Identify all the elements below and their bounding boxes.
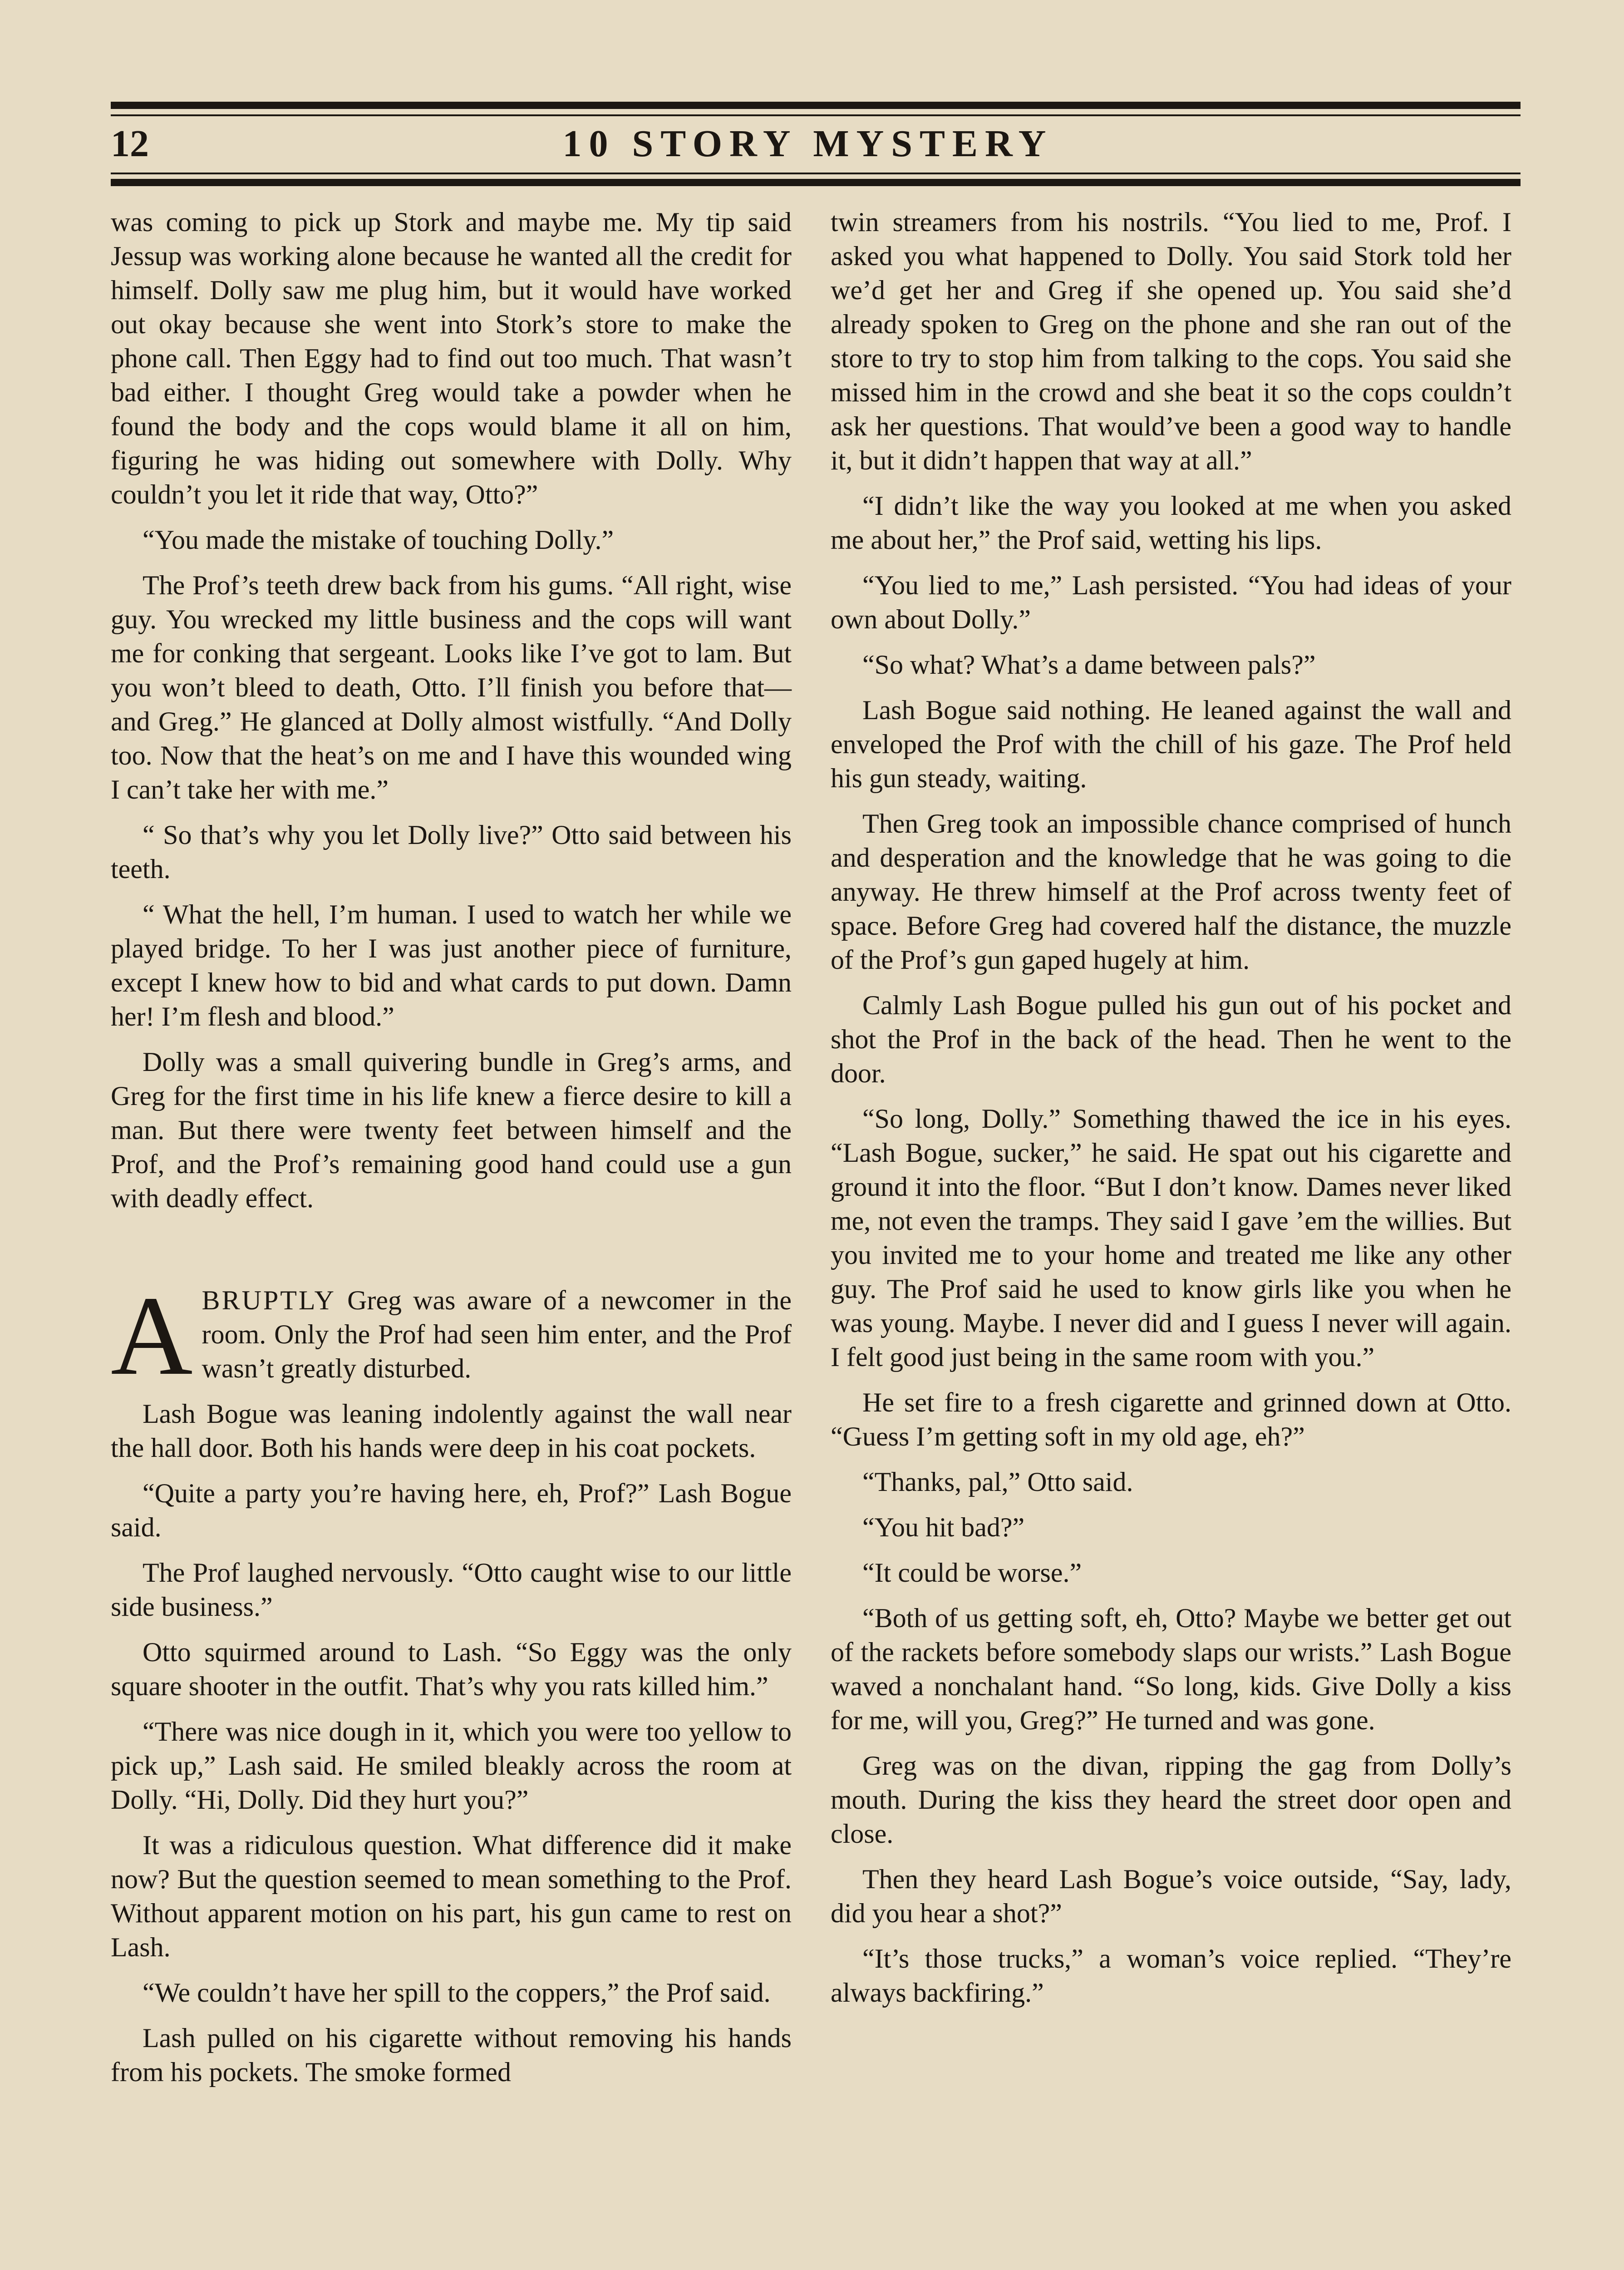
- paragraph: Calmly Lash Bogue pulled his gun out of his pocket and shot the Prof in the back of the head. Then he went to the door.: [831, 990, 1511, 1088]
- paragraph: Lash Bogue said nothing. He leaned against the wall and enveloped the Prof with the chill of his gaze. The Prof held his gun steady, waiting.: [831, 695, 1511, 793]
- paragraph: “Thanks, pal,” Otto said.: [862, 1467, 1133, 1497]
- paragraph: “Quite a party you’re having here, eh, Prof?” Lash Bogue said.: [111, 1478, 792, 1542]
- paragraph: Then they heard Lash Bogue’s voice outside, “Say, lady, did you hear a shot?”: [831, 1864, 1511, 1928]
- paragraph: “You made the mistake of touching Dolly.”: [143, 525, 614, 555]
- paragraph: “ What the hell, I’m human. I used to watch her while we played bridge. To her I was just another piece of furniture, except I knew how to bid and what cards to put down. Damn her! I’m flesh and blood.”: [111, 899, 792, 1031]
- header-rule-top-thick: [111, 102, 1521, 109]
- paragraph: He set fire to a fresh cigarette and grinned down at Otto. “Guess I’m getting soft in my old age, eh?”: [831, 1387, 1511, 1451]
- header-rule-top-thin: [111, 114, 1521, 116]
- paragraph: “You hit bad?”: [862, 1512, 1025, 1542]
- paragraph: “I didn’t like the way you looked at me when you asked me about her,” the Prof said, wetting his lips.: [831, 491, 1511, 555]
- running-title: 10 STORY MYSTERY: [562, 123, 1053, 165]
- page-number: 12: [111, 123, 149, 165]
- paragraph: “So long, Dolly.” Something thawed the ice in his eyes. “Lash Bogue, sucker,” he said. He spat out his cigarette and ground it into the floor. “But I don’t know. Dames never liked me, not even the tramps. They said I gave ’em the willies. But you invited me to your home and treated me like any other guy. The Prof said he used to know girls like you when he was young. Maybe. I never did and I guess I never will again. I felt good just being in the same room with you.”: [831, 1104, 1511, 1372]
- paragraph-text: Greg was aware of a newcomer in the room. Only the Prof had seen him enter, and the Prof wasn’t greatly disturbed.: [202, 1285, 792, 1383]
- paragraph: “ So that’s why you let Dolly live?” Otto said between his teeth.: [111, 820, 792, 884]
- paragraph: It was a ridiculous question. What difference did it make now? But the question seemed to mean something to the Prof. Without apparent motion on his part, his gun came to rest on Lash.: [111, 1830, 792, 1962]
- header-rule-bottom-thick: [111, 179, 1521, 186]
- paragraph: Greg was on the divan, ripping the gag from Dolly’s mouth. During the kiss they heard the street door open and close.: [831, 1751, 1511, 1849]
- paragraph: Dolly was a small quivering bundle in Greg’s arms, and Greg for the first time in his life knew a fierce desire to kill a man. But there were twenty feet between himself and the Prof, and the Prof’s remaining good hand could use a gun with deadly effect.: [111, 1047, 792, 1213]
- paragraph: “It could be worse.”: [862, 1558, 1082, 1588]
- left-text-column: [111, 205, 792, 2089]
- paragraph: was coming to pick up Stork and maybe me. My tip said Jessup was working alone because he wanted all the credit for himself. Dolly saw me plug him, but it would have worked out okay because she went into Stork’s store to make the phone call. Then Eggy had to find out too much. That wasn’t bad either. I thought Greg would take a powder when he found the body and the cops would blame it all on him, figuring he was hiding out somewhere with Dolly. Why couldn’t you let it ride that way, Otto?”: [111, 207, 792, 509]
- paragraph: Otto squirmed around to Lash. “So Eggy was the only square shooter in the outfit. That’s why you rats killed him.”: [111, 1637, 792, 1701]
- header-rule-bottom-thin: [111, 173, 1521, 174]
- paragraph: Then Greg took an impossible chance comprised of hunch and desperation and the knowledge that he was going to die anyway. He threw himself at the Prof across twenty feet of space. Before Greg had covered half the distance, the muzzle of the Prof’s gun gaped hugely at him.: [831, 809, 1511, 975]
- paragraph: “We couldn’t have her spill to the coppers,” the Prof said.: [143, 1978, 771, 2008]
- paragraph: “There was nice dough in it, which you were too yellow to pick up,” Lash said. He smiled bleakly across the room at Dolly. “Hi, Dolly. Did they hurt you?”: [111, 1717, 792, 1815]
- paragraph: “So what? What’s a dame between pals?”: [862, 650, 1316, 680]
- paragraph: The Prof laughed nervously. “Otto caught wise to our little side business.”: [111, 1558, 792, 1622]
- right-text-column: [831, 205, 1511, 2010]
- lead-word: BRUPTLY: [202, 1285, 336, 1315]
- paragraph: twin streamers from his nostrils. “You lied to me, Prof. I asked you what happened to Dolly. You said Stork told her we’d get her and Greg if she opened up. You said she’d already spoken to Greg on the phone and she ran out of the store to try to stop him from talking to the cops. You said she missed him in the crowd and she beat it so the cops couldn’t ask her questions. That would’ve been a good way to handle it, but it didn’t happen that way at all.”: [831, 207, 1511, 475]
- paragraph: Lash pulled on his cigarette without removing his hands from his pockets. The smoke formed: [111, 2023, 792, 2087]
- paragraph: “Both of us getting soft, eh, Otto? Maybe we better get out of the rackets before somebody slaps our wrists.” Lash Bogue waved a nonchalant hand. “So long, kids. Give Dolly a kiss for me, will you, Greg?” He turned and was gone.: [831, 1603, 1511, 1735]
- drop-cap: A: [111, 1273, 193, 1399]
- paragraph: The Prof’s teeth drew back from his gums. “All right, wise guy. You wrecked my little business and the cops will want me for conking that sergeant. Looks like I’ve got to lam. But you won’t bleed to death, Otto. I’ll finish you before that—and Greg.” He glanced at Dolly almost wistfully. “And Dolly too. Now that the heat’s on me and I have this wounded wing I can’t take her with me.”: [111, 570, 792, 804]
- paragraph: Lash Bogue was leaning indolently against the wall near the hall door. Both his hands were deep in his coat pockets.: [111, 1399, 792, 1463]
- section-opening-paragraph: [111, 1273, 792, 1399]
- paragraph: “You lied to me,” Lash persisted. “You had ideas of your own about Dolly.”: [831, 570, 1511, 634]
- paragraph: “It’s those trucks,” a woman’s voice replied. “They’re always backfiring.”: [831, 1944, 1511, 2008]
